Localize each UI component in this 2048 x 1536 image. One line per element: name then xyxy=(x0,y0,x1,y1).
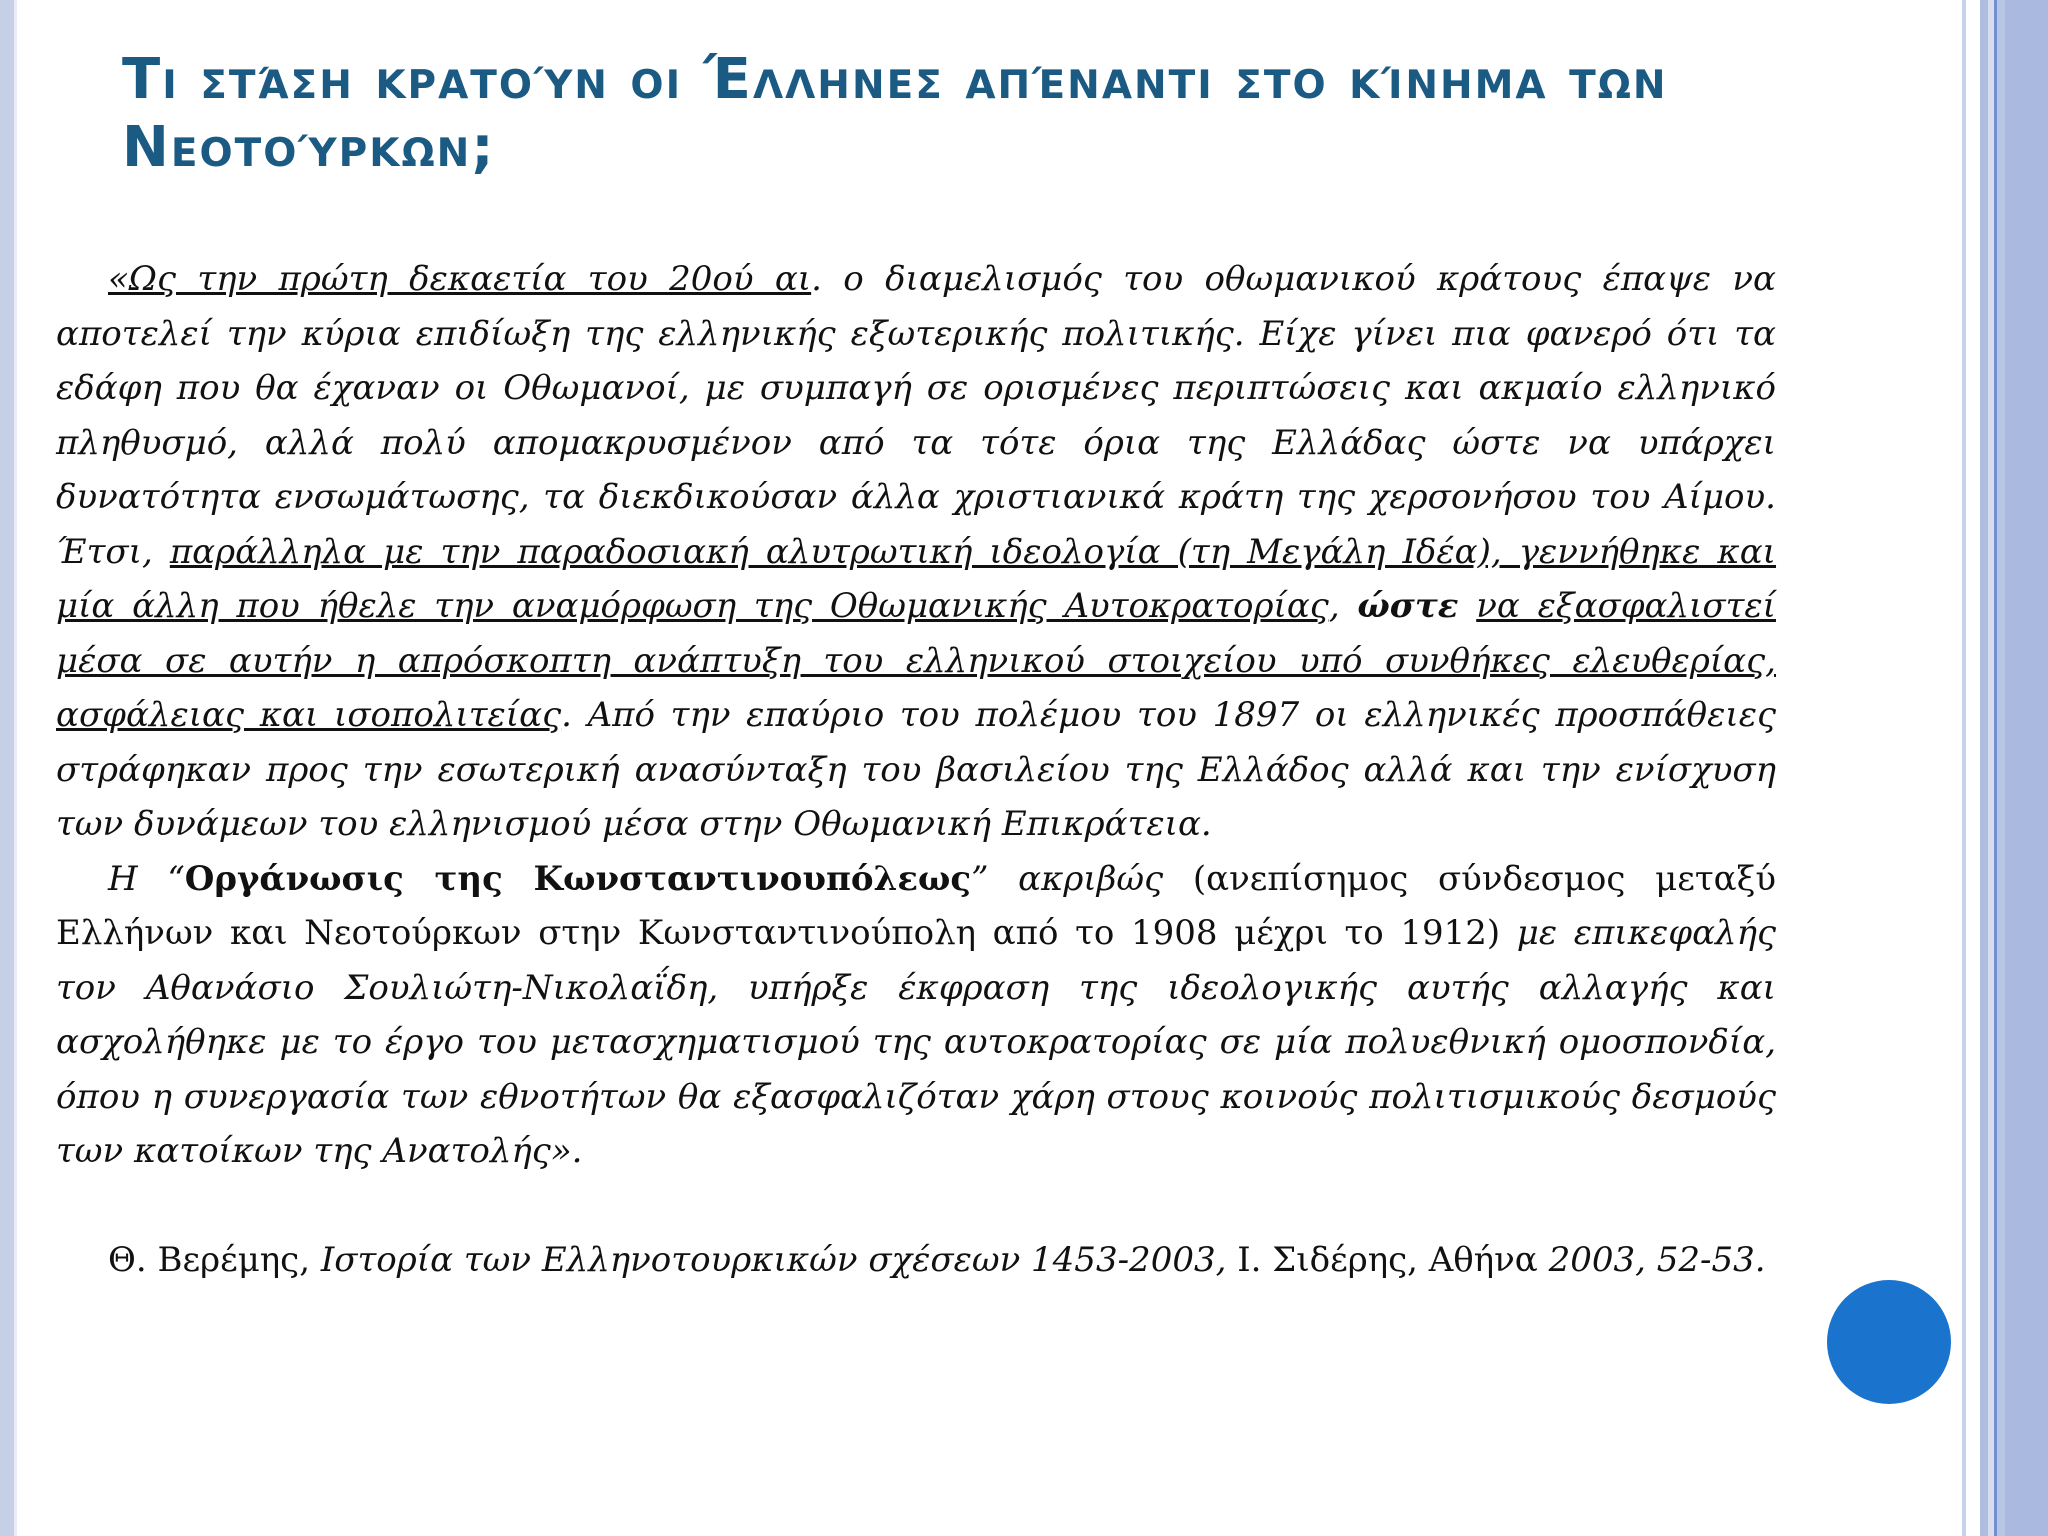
slide-title: Τι στάση κρατούν οι Έλληνες απέναντι στο κίνημα των Νεοτούρκων; xyxy=(122,47,1668,180)
text-run: Η “ xyxy=(108,858,185,899)
citation-book-title: Ιστορία των Ελληνοτουρκικών σχέσεων 1453-2003, xyxy=(320,1239,1227,1280)
citation xyxy=(56,1233,1776,1288)
quote-paragraph-1 xyxy=(56,252,1776,852)
right-border-band xyxy=(2005,0,2048,1536)
right-border-stripe xyxy=(1997,0,2005,1536)
citation-year-pages: 2003, 52-53. xyxy=(1548,1239,1766,1280)
upright-text: (ανεπίσημος σύνδεσμος μεταξύ Ελλήνων και Νεοτούρκων στην Κωνσταντινούπολη από το 1908 μέχρι το 1912) xyxy=(56,858,1776,953)
right-border-stripe xyxy=(1980,0,1988,1536)
citation-publisher: Ι. Σιδέρης, Αθήνα xyxy=(1226,1239,1549,1280)
right-border-gap xyxy=(1966,0,1980,1536)
text-run: . Από την επαύριο του πολέμου του 1897 οι ελληνικές προσπάθειες στράφηκαν προς την εσωτερική ανασύνταξη του βασιλείου της Ελλάδος αλλά και την ενίσχυση των δυνάμεων του ελληνισμού μέσα στην Οθωμανική Επικράτεια. xyxy=(56,695,1776,844)
text-run: , xyxy=(1328,586,1358,626)
citation-author: Θ. Βερέμης, xyxy=(108,1239,321,1280)
text-run: ” ακριβώς xyxy=(971,858,1193,899)
text-run xyxy=(1458,586,1476,626)
text-run: με επικεφαλής τον Αθανάσιο Σουλιώτη-Νικολαΐδη, υπήρξε έκφραση της ιδεολογικής αυτής αλλαγής και ασχολήθηκε με το έργο του μετασχηματισμού της αυτοκρατορίας σε μία πολυεθνική ομοσπονδία, όπου η συνεργασία των εθνοτήτων θα εξασφαλιζόταν χάρη στους κοινούς πολιτισμικούς δεσμούς των κατοίκων της Ανατολής». xyxy=(56,913,1776,1171)
underlined-text: παράλληλα με την παραδοσιακή αλυτρωτική ιδεολογία (τη Μεγάλη Ιδέα), γεννήθηκε και μία άλλη που ήθελε την αναμόρφωση της Οθωμανικής Αυτοκρατορίας xyxy=(56,531,1777,626)
underlined-text: «Ως την πρώτη δεκαετία του 20ού αι xyxy=(108,259,812,299)
bold-text: ώστε xyxy=(1357,586,1459,626)
left-border xyxy=(0,0,14,1536)
left-border-highlight xyxy=(14,0,17,1536)
decorative-circle xyxy=(1827,1280,1951,1404)
underlined-text: να εξασφαλιστεί μέσα σε αυτήν η απρόσκοπτη ανάπτυξη του ελληνικού στοιχείου υπό συνθήκες ελευθερίας, ασφάλειας και ισοπολιτείας xyxy=(56,586,1776,735)
bold-text: Οργάνωσις της Κωνσταντινουπόλεως xyxy=(184,858,972,899)
text-run: . ο διαμελισμός του οθωμανικού κράτους έπαψε να αποτελεί την κύρια επιδίωξη της ελληνικής εξωτερικής πολιτικής. Είχε γίνει πια φανερό ότι τα εδάφη που θα έχαναν οι Οθωμανοί, με συμπαγή σε ορισμένες περιπτώσεις και ακμαίο ελληνικό πληθυσμό, αλλά πολύ απομακρυσμένον από τα τότε όρια της Ελλάδας ώστε να υπάρχει δυνατότητα ενσωμάτωσης, τα διεκδικούσαν άλλα χριστιανικά κράτη της χερσονήσου του Αίμου. Έτσι, xyxy=(56,259,1776,572)
slide-body xyxy=(56,252,1776,1287)
quote-paragraph-2 xyxy=(56,852,1776,1179)
